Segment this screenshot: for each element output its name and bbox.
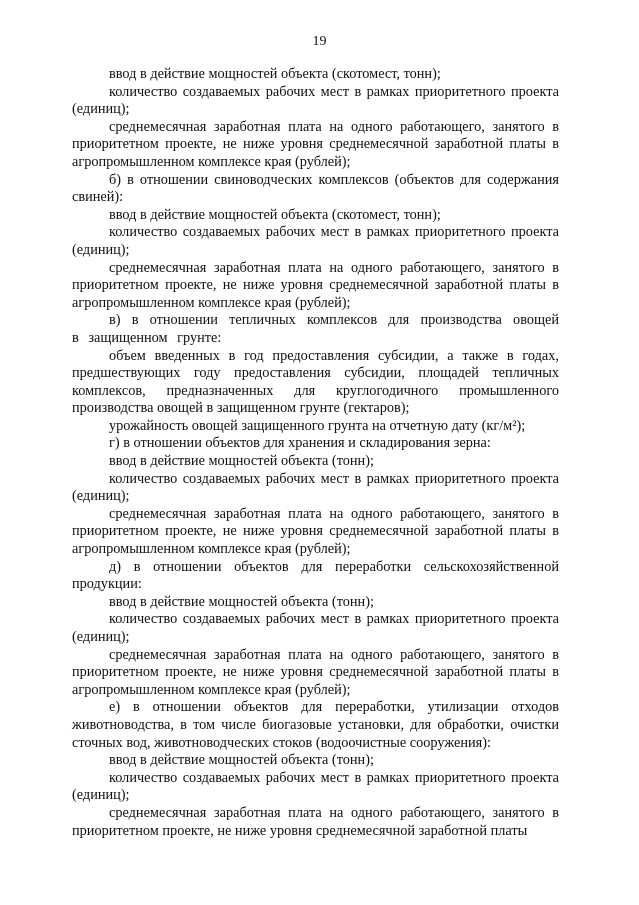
paragraph: количество создаваемых рабочих мест в рамках приоритетного проекта (единиц); — [72, 83, 559, 118]
paragraph: среднемесячная заработная плата на одного работающего, занятого в приоритетном проекте, не ниже уровня среднемесячной заработной платы в агропромышленном комплексе края (рублей); — [72, 118, 559, 170]
paragraph: ввод в действие мощностей объекта (скотомест, тонн); — [109, 66, 441, 82]
paragraph: среднемесячная заработная плата на одного работающего, занятого в приоритетном проекте, не ниже уровня среднемесячной заработной платы в агропромышленном комплексе края (рублей); — [72, 259, 559, 311]
paragraph: ввод в действие мощностей объекта (тонн); — [109, 453, 374, 470]
paragraph: ввод в действие мощностей объекта (тонн); — [109, 752, 374, 769]
paragraph: среднемесячная заработная плата на одного работающего, занятого в приоритетном проекте, не ниже уровня среднемесячной заработной платы — [72, 804, 559, 839]
paragraph: среднемесячная заработная плата на одного работающего, занятого в приоритетном проекте, не ниже уровня среднемесячной заработной платы в агропромышленном комплексе края (рублей); — [72, 505, 559, 558]
paragraph: количество создаваемых рабочих мест в рамках приоритетного проекта (единиц); — [72, 611, 559, 645]
paragraph: количество создаваемых рабочих мест в рамках приоритетного проекта (единиц); — [72, 769, 559, 804]
list-item-b: б) в отношении свиноводческих комплексов (объектов для содержания свиней): — [72, 171, 559, 206]
paragraph: урожайность овощей защищенного грунта на отчетную дату (кг/м²); — [109, 417, 526, 434]
paragraph: количество создаваемых рабочих мест в рамках приоритетного проекта (единиц); — [72, 224, 559, 258]
list-item-e: е) в отношении объектов для переработки, утилизации отходов животноводства, в том числе биогазовые установки, для обработки, очистки сточных вод, животноводческих стоков (водоочистные сооружения): — [72, 699, 559, 751]
paragraph: объем введенных в год предоставления субсидии, а также в годах, предшествующих году предоставления субсидии, площадей тепличных комплексов, предназначенных для круглогодичного промышленного производства овощей в защищенном грунте (гектаров); — [72, 347, 559, 417]
list-item-g: г) в отношении объектов для хранения и складирования зерна: — [109, 435, 491, 452]
paragraph: среднемесячная заработная плата на одного работающего, занятого в приоритетном проекте, не ниже уровня среднемесячной заработной платы в агропромышленном комплексе края (рублей); — [72, 646, 559, 698]
paragraph: ввод в действие мощностей объекта (тонн); — [109, 593, 374, 610]
list-item-v: в) в отношении тепличных комплексов для производства овощей в защищенном грунте: — [72, 312, 559, 346]
paragraph: количество создаваемых рабочих мест в рамках приоритетного проекта (единиц); — [72, 470, 559, 505]
document-body — [72, 66, 559, 840]
list-item-d: д) в отношении объектов для переработки сельскохозяйственной продукции: — [72, 558, 559, 593]
page-number: 19 — [312, 34, 327, 49]
paragraph: ввод в действие мощностей объекта (скотомест, тонн); — [109, 206, 441, 223]
